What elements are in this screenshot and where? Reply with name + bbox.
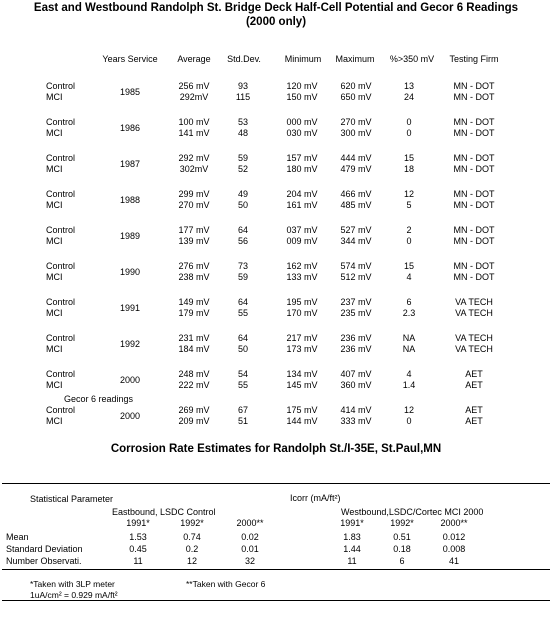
west-value: 11 [347,556,357,566]
cell-max: 237 mV [340,297,372,307]
year-cell: 2000 [119,411,141,421]
year-cell: 2000 [119,375,141,385]
east-value: 12 [186,556,197,566]
row-label: Control [46,405,76,415]
cell-max: 444 mV [340,153,372,163]
cell-max: 235 mV [340,308,372,318]
footnote-gecor: **Taken with Gecor 6 [186,579,266,589]
cell-pct: 2.3 [402,308,416,318]
icorr-header: Icorr (mA/ft²) [290,493,341,503]
cell-sd: 55 [237,380,248,390]
cell-avg: 269 mV [178,405,210,415]
year-header-west: 1991* [340,518,364,528]
east-value: 0.02 [241,532,259,542]
cell-avg: 209 mV [178,416,210,426]
cell-firm: MN - DOT [453,200,495,210]
cell-sd: 50 [237,200,248,210]
header-minimum: Minimum [284,54,322,64]
table-top-rule [2,483,550,484]
cell-pct: 6 [406,297,412,307]
footnote-conversion: 1uA/cm² = 0.929 mA/ft² [30,590,118,600]
cell-avg: 179 mV [178,308,210,318]
row-label: MCI [46,164,63,174]
west-value: 0.008 [442,544,466,554]
cell-max: 344 mV [340,236,372,246]
year-cell: 1989 [119,231,141,241]
cell-firm: MN - DOT [453,261,495,271]
row-label: MCI [46,272,63,282]
cell-sd: 64 [237,333,248,343]
year-header-east: 2000** [236,518,264,528]
cell-avg: 141 mV [178,128,210,138]
cell-firm: VA TECH [455,333,493,343]
cell-firm: MN - DOT [453,225,495,235]
cell-sd: 93 [237,81,248,91]
cell-min: 133 mV [286,272,318,282]
cell-max: 360 mV [340,380,372,390]
cell-avg: 302mV [179,164,209,174]
cell-max: 512 mV [340,272,372,282]
cell-avg: 222 mV [178,380,210,390]
cell-avg: 149 mV [178,297,210,307]
header-years-service: Years Service [102,54,158,64]
cell-sd: 67 [237,405,248,415]
cell-pct: 12 [403,405,414,415]
year-cell: 1985 [119,87,141,97]
east-value: 1.53 [129,532,147,542]
cell-sd: 115 [235,92,251,102]
year-header-east: 1992* [180,518,204,528]
stat-row-label: Mean [6,532,29,542]
year-header-west: 2000** [440,518,468,528]
table-mid-rule [2,569,550,570]
header-testing-firm: Testing Firm [449,54,499,64]
west-value: 0.51 [393,532,411,542]
cell-avg: 100 mV [178,117,210,127]
cell-firm: MN - DOT [453,117,495,127]
cell-pct: 5 [406,200,412,210]
header-pct-350: %>350 mV [389,54,435,64]
cell-sd: 59 [237,272,248,282]
cell-avg: 292mV [179,92,209,102]
west-value: 0.18 [393,544,411,554]
cell-avg: 276 mV [178,261,210,271]
cell-avg: 248 mV [178,369,210,379]
cell-firm: VA TECH [455,297,493,307]
row-label: MCI [46,380,63,390]
cell-firm: AET [465,380,483,390]
cell-min: 037 mV [286,225,318,235]
cell-sd: 55 [237,308,248,318]
cell-pct: 4 [406,369,412,379]
header-maximum: Maximum [335,54,375,64]
cell-min: 030 mV [286,128,318,138]
east-value: 11 [133,556,143,566]
cell-min: 150 mV [286,92,318,102]
cell-pct: NA [402,344,416,354]
row-label: MCI [46,416,63,426]
east-value: 0.01 [241,544,259,554]
stat-param-header: Statistical Parameter [30,494,114,504]
cell-max: 407 mV [340,369,372,379]
cell-min: 144 mV [286,416,318,426]
cell-pct: 18 [403,164,414,174]
row-label: Control [46,297,76,307]
row-label: MCI [46,92,63,102]
header-std-dev: Std.Dev. [227,54,261,64]
cell-max: 236 mV [340,344,372,354]
cell-min: 009 mV [286,236,318,246]
cell-min: 170 mV [286,308,318,318]
cell-min: 134 mV [286,369,318,379]
cell-firm: MN - DOT [453,236,495,246]
west-value: 41 [448,556,459,566]
stat-row-label: Number Observati. [6,556,82,566]
cell-avg: 299 mV [178,189,210,199]
east-value: 0.45 [129,544,147,554]
year-header-east: 1991* [126,518,150,528]
east-value: 0.74 [183,532,201,542]
cell-max: 485 mV [340,200,372,210]
cell-firm: MN - DOT [453,189,495,199]
row-label: Control [46,81,76,91]
cell-pct: 0 [406,117,412,127]
year-cell: 1986 [119,123,141,133]
cell-min: 175 mV [286,405,318,415]
header-average: Average [177,54,211,64]
cell-pct: 2 [406,225,412,235]
cell-pct: 4 [406,272,412,282]
cell-max: 620 mV [340,81,372,91]
cell-max: 270 mV [340,117,372,127]
cell-avg: 139 mV [178,236,210,246]
cell-pct: 13 [403,81,414,91]
east-value: 0.2 [185,544,199,554]
year-cell: 1988 [119,195,141,205]
cell-max: 527 mV [340,225,372,235]
cell-sd: 53 [237,117,248,127]
page-title: East and Westbound Randolph St. Bridge Deck Half-Cell Potential and Gecor 6 Readings [33,2,519,14]
cell-avg: 270 mV [178,200,210,210]
cell-avg: 177 mV [178,225,210,235]
cell-min: 204 mV [286,189,318,199]
cell-firm: MN - DOT [453,92,495,102]
cell-sd: 64 [237,297,248,307]
cell-max: 414 mV [340,405,372,415]
year-header-west: 1992* [390,518,414,528]
cell-pct: 1.4 [402,380,416,390]
east-value: 32 [244,556,255,566]
cell-min: 162 mV [286,261,318,271]
cell-min: 161 mV [286,200,318,210]
cell-avg: 256 mV [178,81,210,91]
cell-avg: 292 mV [178,153,210,163]
cell-min: 180 mV [286,164,318,174]
cell-sd: 64 [237,225,248,235]
cell-max: 300 mV [340,128,372,138]
year-cell: 1987 [119,159,141,169]
west-value: 1.44 [343,544,361,554]
cell-min: 173 mV [286,344,318,354]
cell-pct: 12 [403,189,414,199]
cell-avg: 238 mV [178,272,210,282]
cell-sd: 73 [237,261,248,271]
cell-min: 157 mV [286,153,318,163]
cell-sd: 56 [237,236,248,246]
west-value: 0.012 [442,532,466,542]
row-label: MCI [46,344,63,354]
cell-min: 145 mV [286,380,318,390]
cell-sd: 52 [237,164,248,174]
row-label: MCI [46,308,63,318]
row-label: Control [46,117,76,127]
cell-max: 236 mV [340,333,372,343]
cell-sd: 59 [237,153,248,163]
cell-firm: MN - DOT [453,153,495,163]
row-label: MCI [46,200,63,210]
cell-max: 479 mV [340,164,372,174]
cell-firm: AET [465,369,483,379]
west-value: 1.83 [343,532,361,542]
row-label: Control [46,333,76,343]
row-label: Control [46,369,76,379]
cell-firm: AET [465,405,483,415]
cell-pct: 0 [406,128,412,138]
west-value: 6 [399,556,405,566]
cell-min: 000 mV [286,117,318,127]
cell-min: 120 mV [286,81,318,91]
cell-sd: 51 [237,416,248,426]
corrosion-title: Corrosion Rate Estimates for Randolph St./I-35E, St.Paul,MN [110,443,442,455]
cell-sd: 48 [237,128,248,138]
cell-min: 217 mV [286,333,318,343]
row-label: MCI [46,236,63,246]
cell-avg: 184 mV [178,344,210,354]
row-label: MCI [46,128,63,138]
row-label: Control [46,261,76,271]
row-label: Control [46,225,76,235]
cell-sd: 49 [237,189,248,199]
eastbound-header: Eastbound, LSDC Control [112,507,216,517]
footnote-3lp: *Taken with 3LP meter [30,579,115,589]
year-cell: 1992 [119,339,141,349]
table-bottom-rule [2,600,550,601]
cell-firm: MN - DOT [453,272,495,282]
cell-pct: NA [402,333,416,343]
year-cell: 1991 [119,303,141,313]
gecor-section-label: Gecor 6 readings [64,394,134,404]
cell-firm: MN - DOT [453,128,495,138]
cell-firm: MN - DOT [453,81,495,91]
cell-sd: 54 [237,369,248,379]
cell-max: 574 mV [340,261,372,271]
westbound-header: Westbound,LSDC/Cortec MCI 2000 [341,507,484,517]
cell-firm: VA TECH [455,344,493,354]
cell-firm: MN - DOT [453,164,495,174]
cell-pct: 0 [406,416,412,426]
cell-min: 195 mV [286,297,318,307]
cell-pct: 15 [403,153,414,163]
cell-max: 650 mV [340,92,372,102]
cell-max: 333 mV [340,416,372,426]
cell-pct: 0 [406,236,412,246]
cell-avg: 231 mV [178,333,210,343]
stat-row-label: Standard Deviation [6,544,83,554]
cell-pct: 24 [403,92,414,102]
year-cell: 1990 [119,267,141,277]
cell-firm: AET [465,416,483,426]
cell-sd: 50 [237,344,248,354]
row-label: Control [46,153,76,163]
cell-firm: VA TECH [455,308,493,318]
row-label: Control [46,189,76,199]
page-subtitle: (2000 only) [245,16,307,28]
cell-max: 466 mV [340,189,372,199]
cell-pct: 15 [403,261,414,271]
